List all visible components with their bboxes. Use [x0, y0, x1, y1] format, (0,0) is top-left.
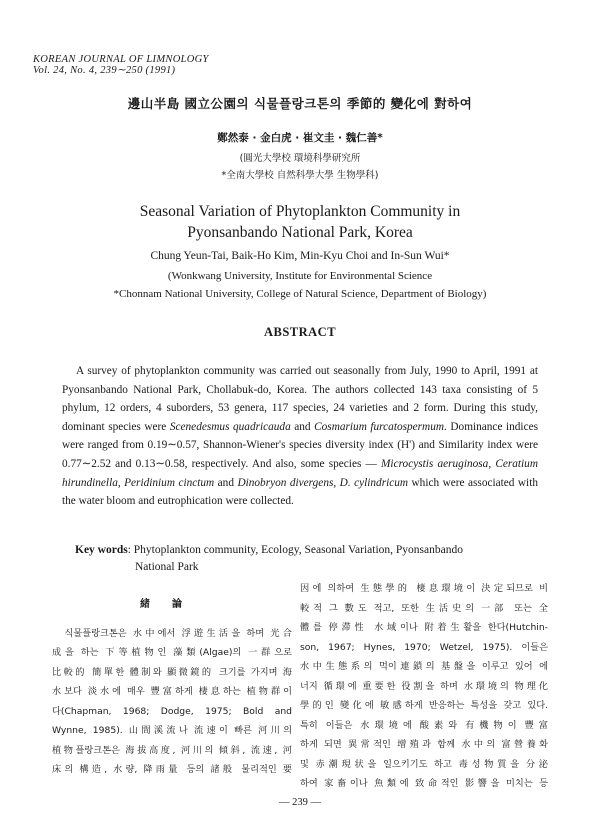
english-title-line-2: Pyonsanbando National Park, Korea: [187, 224, 413, 241]
english-affiliation-2: *Chonnam National University, College of Natural Science, Department of Biology): [113, 288, 487, 300]
keywords-label: Key words: [75, 544, 128, 556]
bloom-species-2: Dinobryon divergens, D. cylindricum: [237, 476, 409, 489]
journal-citation: Vol. 24, No. 4, 239∼250 (1991): [33, 65, 176, 76]
journal-header: [33, 54, 209, 76]
body-line: 較적 그 數도 적고, 또한 生活史의 一部 또는 全: [300, 602, 548, 614]
body-right-column: [300, 579, 548, 794]
bloom-species-1: Microcystis aeruginosa, Ceratium hirundinella, Peridinium cinctum: [62, 457, 538, 489]
body-left-column: [52, 595, 292, 780]
english-title: [0, 201, 600, 243]
dominant-species-1: Scenedesmus quadricauda: [169, 420, 291, 433]
body-line: 水보다 淡水에 매우 豐富하게 棲息하는 植物群이: [52, 686, 292, 697]
body-line: 成을 하는 下等植物인 藻類(Algae)의 一群으로: [52, 647, 292, 658]
abstract-heading: ABSTRACT: [263, 325, 337, 339]
abstract-text-3: . Dominance indices were ranged from 0.19∼0.57, Shannon-Wiener's species diversity index (H') and Similarity index were 0.77∼2.52 and 0.13∼0.58, respectively. And also, some species —: [62, 420, 538, 470]
body-line: 體를 停滞性 水域이나 附着生활을 한다(Hutchin-: [300, 622, 548, 633]
korean-affiliation-1: (圓光大學校 環境科學研究所: [239, 153, 361, 164]
body-line: 하여 家畜이나 魚類에 致命적인 影響을 미치는 등: [300, 778, 548, 789]
body-line: 특히 이들은 水環境에 酸素와 有機物이 豐富: [300, 719, 548, 731]
journal-name: KOREAN JOURNAL OF LIMNOLOGY: [33, 54, 209, 65]
body-line: 다(Chapman, 1968; Dodge, 1975; Bold and: [52, 705, 292, 717]
abstract-body: [62, 362, 538, 511]
abstract-text-4: and: [214, 476, 238, 489]
body-line: 床의 構造, 水량, 降雨量 등의 諸般 물리적인 要: [52, 764, 292, 775]
keywords-line-2: National Park: [135, 561, 199, 573]
body-line: 植物플랑크톤은 海拔高度, 河川의 傾斜, 流速, 河: [52, 744, 292, 756]
body-line: 및 赤潮現状을 일으키기도 하고 毒성物質을 分泌: [300, 758, 548, 770]
keywords-line-1: : Phytoplankton community, Ecology, Seasonal Variation, Pyonsanbando: [127, 544, 463, 556]
body-line: 식물플랑크톤은 水中에서 浮遊生活을 하며 光合: [52, 627, 292, 639]
body-line: 너지 循環에 重要한 役割을 하며 水環境의 物理化: [300, 680, 548, 692]
body-line: Wynne, 1985). 山間溪流나 流速이 빠른 河川의: [52, 725, 292, 736]
abstract-text-2: and: [290, 420, 315, 433]
body-line: 學的인 變化에 敏感하게 반응하는 특성을 갖고 있다.: [300, 700, 548, 711]
english-affiliation-1: (Wonkwang University, Institute for Environmental Science: [167, 270, 433, 282]
abstract-text-1: A survey of phytoplankton community was carried out seasonally from July, 1990 to April, 1991 at Pyonsanbando National Park, Chollabuk-do, Korea. The authors collected 143 taxa consisting of 5 phylum, 12 orders, 4 suborders, 53 genera, 117 species, 24 varieties and 2 form. During this study, dominant species were: [62, 365, 538, 433]
korean-authors: 鄭然泰 · 金白虎 · 崔文圭 · 魏仁善*: [217, 132, 383, 144]
body-line: 因에 의하여 生態學的 棲息環境이 決定되므로 비: [300, 583, 548, 594]
dominant-species-2: Cosmarium furcatospermum: [314, 420, 445, 433]
body-line: 水中生態系의 먹이連鎖의 基盤을 이루고 있어 에: [300, 661, 548, 672]
korean-affiliation-2: *全南大學校 自然科學大學 生物學科): [221, 170, 379, 181]
body-line: son, 1967; Hynes, 1970; Wetzel, 1975). 이들은: [300, 641, 548, 653]
body-line: 하게 되면 異常적인 增殖과 함께 水中의 富營養화: [300, 739, 548, 750]
page-number: — 239 —: [279, 797, 321, 808]
keywords: [75, 542, 545, 576]
korean-title: 邊山半島 國立公園의 식물플랑크톤의 季節的 變化에 對하여: [127, 96, 473, 111]
abstract-text-5: which were associated with the water bloom and eutrophication were collected.: [62, 476, 538, 508]
body-line: 比較的 簡單한 體制와 顯微鏡的 크기를 가지며 海: [52, 666, 292, 678]
english-authors: Chung Yeun-Tai, Baik-Ho Kim, Min-Kyu Choi and In-Sun Wui*: [150, 250, 450, 262]
section-heading-introduction: 緒論: [140, 599, 204, 610]
english-title-line-1: Seasonal Variation of Phytoplankton Community in: [139, 203, 461, 220]
